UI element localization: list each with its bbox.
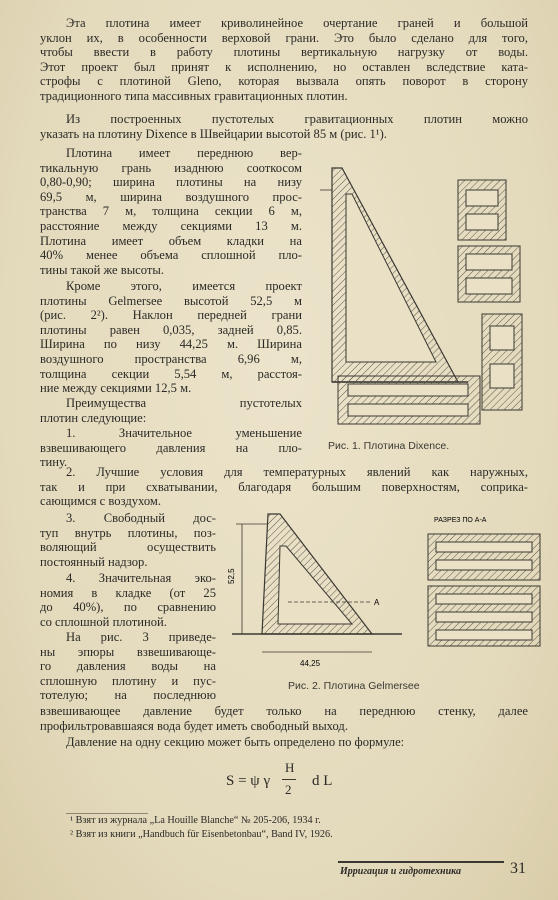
figure-1-drawing [318,150,526,434]
paragraph-10 [40,630,216,703]
paragraph-1-cont [40,31,528,89]
width-label: 44,25 [300,659,321,668]
paragraph-1-end [40,89,348,104]
text-line: толщина секции 5,54 м, расстоя- [40,366,302,381]
text-line: тину. [40,455,68,470]
paragraph-10-cont [40,704,528,719]
text-line: транства 7 м, толщина секции 6 м, [40,204,302,219]
paragraph-4 [40,279,302,381]
page-number: 31 [510,860,526,877]
text-line: взвешивающего давления на пло- [40,440,302,455]
text-line: Давление на одну секцию может быть определено по формуле: [66,735,405,749]
text-line: Кроме этого, имеется проект [66,279,302,293]
paragraph-7-end [40,494,161,509]
text-line: Преимущества пустотелых [66,396,302,410]
formula-lhs: S = ψ γ [226,773,271,789]
paragraph-9-end [40,615,167,630]
section-title: РАЗРЕЗ ПО А-А [434,517,487,524]
formula-denominator: 2 [285,782,292,797]
gelmersee-void [278,546,352,624]
section-mark-label: А [374,598,380,607]
height-label: 52,5 [227,568,236,584]
text-line: до 40%), по сравнению [40,600,216,615]
text-line: расстояние между секциями 13 м. [40,218,302,233]
paragraph-4-end [40,381,191,396]
text-line: 0,80-0,90; ширина плотины на низу [40,175,302,190]
text-line: (рис. 2²). Наклон передней грани [40,308,302,323]
paragraph-7-cont [40,480,528,495]
formula-rhs: d L [312,773,333,789]
paragraph-3 [40,146,302,263]
footnote-2: ² Взят из книги „Handbuch für Eisenbetonbau“, Band IV, 1926. [70,829,333,840]
plan-lower [338,376,480,424]
text-line: плотины Gelmersee высотой 52,5 м [40,293,302,308]
footer-rule [338,861,504,863]
text-line: го давления воды на [40,659,216,674]
text-line: строфы с плотиной Gleno, которая вызвала опять поворот в сторону [40,74,528,89]
text-line: 40% менее объема сплошной пло- [40,248,302,263]
text-line: уклон их, в особенности верховой грани. Это было сделано для того, [40,30,528,45]
text-line: взвешивающее давление будет только на переднюю стенку, далее [40,704,528,718]
text-line: чтобы ввести в работу плотины вертикальную нагрузку от воды. [40,45,528,60]
paragraph-8-end [40,555,148,570]
text-line: На рис. 3 приведе- [66,630,216,644]
paragraph-3-end [40,263,164,278]
text-line: так и при схватывании, благодаря большим поверхностям, соприка- [40,479,528,494]
text-line: Плотина имеет объем кладки на [40,233,302,248]
text-line: Из построенных пустотелых гравитационных плотин можно [66,112,528,126]
paragraph-9 [40,571,216,615]
text-line: указать на плотину Dixence в Швейцарии высотой 85 м (рис. 1¹). [40,127,387,141]
text-line: 4. Значительная эко- [66,571,216,585]
footnote-1: ¹ Взят из журнала „La Houille Blanche“ № 205-206, 1934 г. [70,815,321,826]
fraction-bar [282,779,296,780]
section-block-top [428,534,540,580]
figure-2-drawing [222,506,554,678]
text-line: 1. Значительное уменьшение [66,426,302,440]
text-line: Ширина по низу 44,25 м. Ширина [40,337,302,352]
paragraph-1 [40,16,528,31]
paragraph-8 [40,511,216,555]
text-line: тины такой же высоты. [40,262,165,277]
paragraph-10-end [40,719,348,734]
text-line: традиционного типа массивных гравитационных плотин. [40,89,348,103]
formula-numerator: H [285,760,295,775]
text-line: плотины равен 0,035, задней 0,85. [40,322,302,337]
text-line: 69,5 м, ширина воздушного прос- [40,189,302,204]
text-line: воздушного пространства 6,96 м, [40,351,302,366]
text-line: номия в кладке (от 25 [40,585,216,600]
text-line: ние между секциями 12,5 м. [40,381,192,396]
text-line: со сплошной плотиной. [40,614,167,629]
text-line: постоянный надзор. [40,554,148,569]
text-line: сающимся с воздухом. [40,494,162,509]
text-line: воляющий осуществить [40,540,216,555]
paragraph-2-end [40,127,387,142]
text-line: 3. Свободный дос- [66,511,216,525]
text-line: тотелую; на последнюю [40,688,216,703]
text-line: тикальную грань изаднюю сооткосом [40,160,302,175]
paragraph-6-end [40,455,67,470]
figure-2-caption: Рис. 2. Плотина Gelmersee [288,680,420,692]
text-line: Эта плотина имеет криволинейное очертание граней и большой [66,16,528,30]
text-line: профильтровавшаяся вода будет иметь свободный выход. [40,718,348,733]
text-line: ны эпюры взвешивающе- [40,644,216,659]
text-line: Этот проект был принят к исполнению, но оставлен вследствие ката- [40,59,528,74]
text-line: 2. Лучшие условия для температурных явлений как наружных, [66,465,528,479]
footer-journal-title: Ирригация и гидротехника [340,866,461,877]
text-line: Плотина имеет переднюю вер- [66,146,302,160]
paragraph-11 [66,735,404,750]
text-line: плотин следующие: [40,410,147,425]
paragraph-7 [66,465,528,480]
paragraph-5 [66,396,302,411]
text-line: сплошную плотину и пус- [40,673,216,688]
figure-1-caption: Рис. 1. Плотина Dixence. [328,440,450,452]
footnote-rule [66,813,148,814]
paragraph-6 [40,426,302,455]
paragraph-5-end [40,411,146,426]
text-line: туп внутрь плотины, поз- [40,525,216,540]
plan-upper [458,180,506,240]
paragraph-2 [66,112,528,127]
dam-void [346,194,436,362]
